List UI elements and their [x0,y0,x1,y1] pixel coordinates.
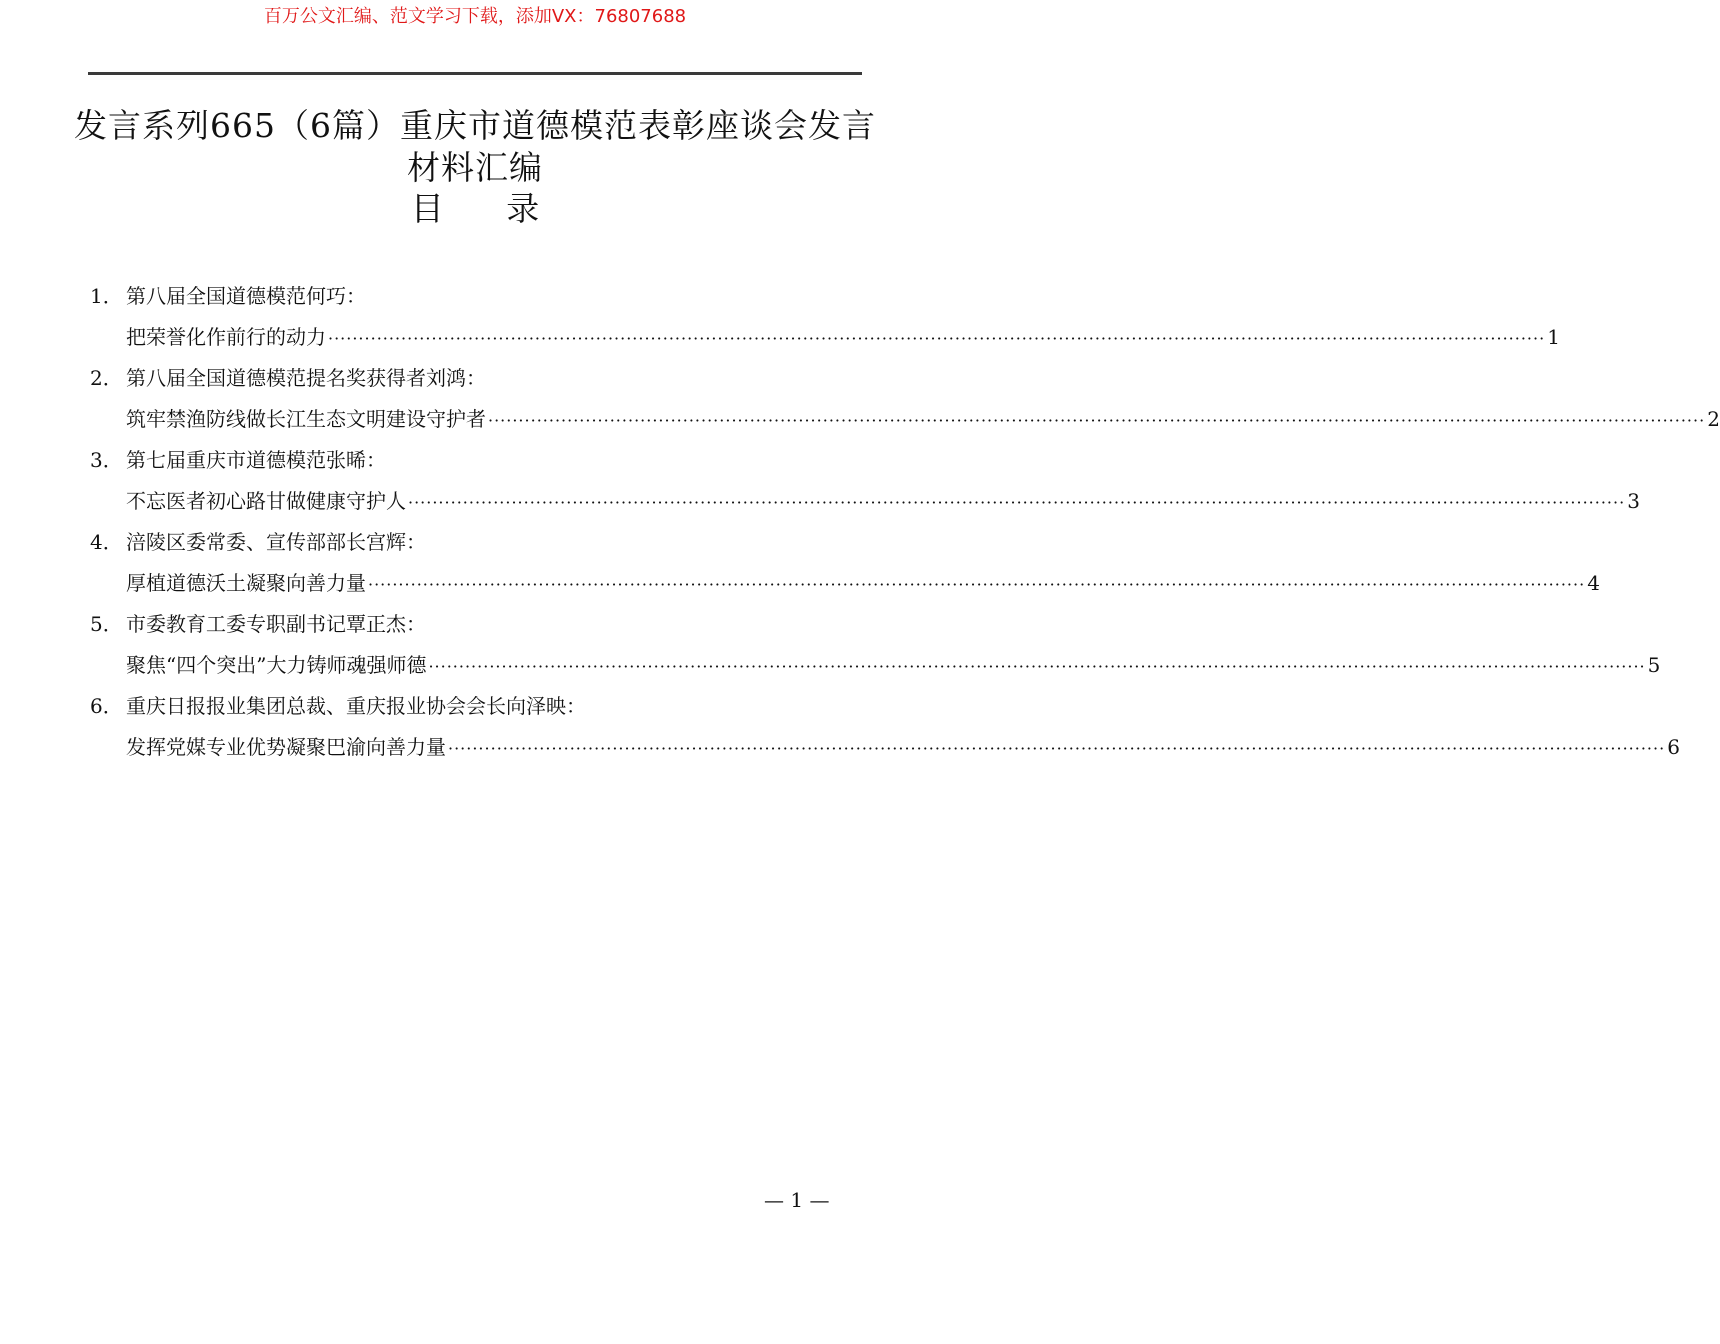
toc-entry-line[interactable] [90,563,1600,604]
toc-dot-leader: ········································································································································································································ [428,657,1646,676]
toc-entry-speaker-text: 第八届全国道德模范提名奖获得者刘鸿： [126,366,486,390]
toc-entry[interactable] [90,440,1640,522]
table-of-contents [90,276,1720,768]
toc-entry-number: 6． [90,694,123,718]
toc-entry-title[interactable]: 把荣誉化作前行的动力 [126,325,326,349]
toc-entry-speaker-text: 第八届全国道德模范何巧： [126,284,366,308]
toc-entry-line[interactable] [90,645,1661,686]
header-divider [88,72,862,75]
toc-entry-title[interactable]: 不忘医者初心路甘做健康守护人 [126,489,406,513]
toc-entry-number: 4． [90,530,123,554]
toc-entry-speaker [90,686,860,727]
toc-entry[interactable] [90,358,1720,440]
toc-entry-line[interactable] [90,317,1560,358]
toc-entry-page: 6 [1667,735,1680,759]
toc-entry-speaker [90,440,860,481]
document-title: 发言系列665（6篇）重庆市道德模范表彰座谈会发言材料汇编 [74,106,876,187]
toc-entry-page: 5 [1647,653,1661,677]
toc-entry-speaker [90,276,860,317]
toc-entry-line[interactable] [90,481,1640,522]
toc-entry[interactable] [90,686,1680,768]
toc-entry-speaker-text: 市委教育工委专职副书记覃正杰： [126,612,426,636]
toc-entry[interactable] [90,276,1560,358]
toc-entry-speaker-text: 重庆日报报业集团总裁、重庆报业协会会长向泽映： [126,694,586,718]
header-banner: 百万公文汇编、范文学习下载，添加VX：76807688 [263,6,687,27]
toc-entry-speaker [90,358,860,399]
toc-entry-speaker-text: 涪陵区委常委、宣传部部长宫辉： [126,530,426,554]
toc-entry-number: 2． [90,366,123,390]
toc-entry[interactable] [90,604,1661,686]
toc-dot-leader: ········································································································································································································ [368,575,1586,594]
toc-entry-speaker-text: 第七届重庆市道德模范张晞： [126,448,386,472]
page-number: — 1 — [764,1188,830,1212]
toc-entry-speaker [90,522,860,563]
toc-dot-leader: ········································································································································································································ [488,411,1706,430]
toc-entry-number: 1． [90,284,123,308]
toc-entry[interactable] [90,522,1600,604]
toc-dot-leader: ········································································································································································································ [328,329,1546,348]
toc-entry-page: 3 [1627,489,1640,513]
toc-entry-title[interactable]: 厚植道德沃土凝聚向善力量 [126,571,366,595]
toc-entry-line[interactable] [90,399,1720,440]
toc-entry-page: 4 [1587,571,1600,595]
toc-entry-page: 2 [1707,407,1720,431]
toc-entry-title[interactable]: 聚焦“四个突出”大力铸师魂强师德 [126,653,427,677]
toc-entry-title[interactable]: 发挥党媒专业优势凝聚巴渝向善力量 [126,735,446,759]
toc-entry-line[interactable] [90,727,1680,768]
toc-entry-number: 5． [90,612,123,636]
toc-entry-number: 3． [90,448,123,472]
toc-heading: 目 录 [410,189,566,228]
toc-entry-speaker [90,604,860,645]
toc-entry-page: 1 [1547,325,1560,349]
toc-dot-leader: ········································································································································································································ [448,739,1666,758]
toc-dot-leader: ········································································································································································································ [408,493,1626,512]
toc-entry-title[interactable]: 筑牢禁渔防线做长江生态文明建设守护者 [126,407,486,431]
